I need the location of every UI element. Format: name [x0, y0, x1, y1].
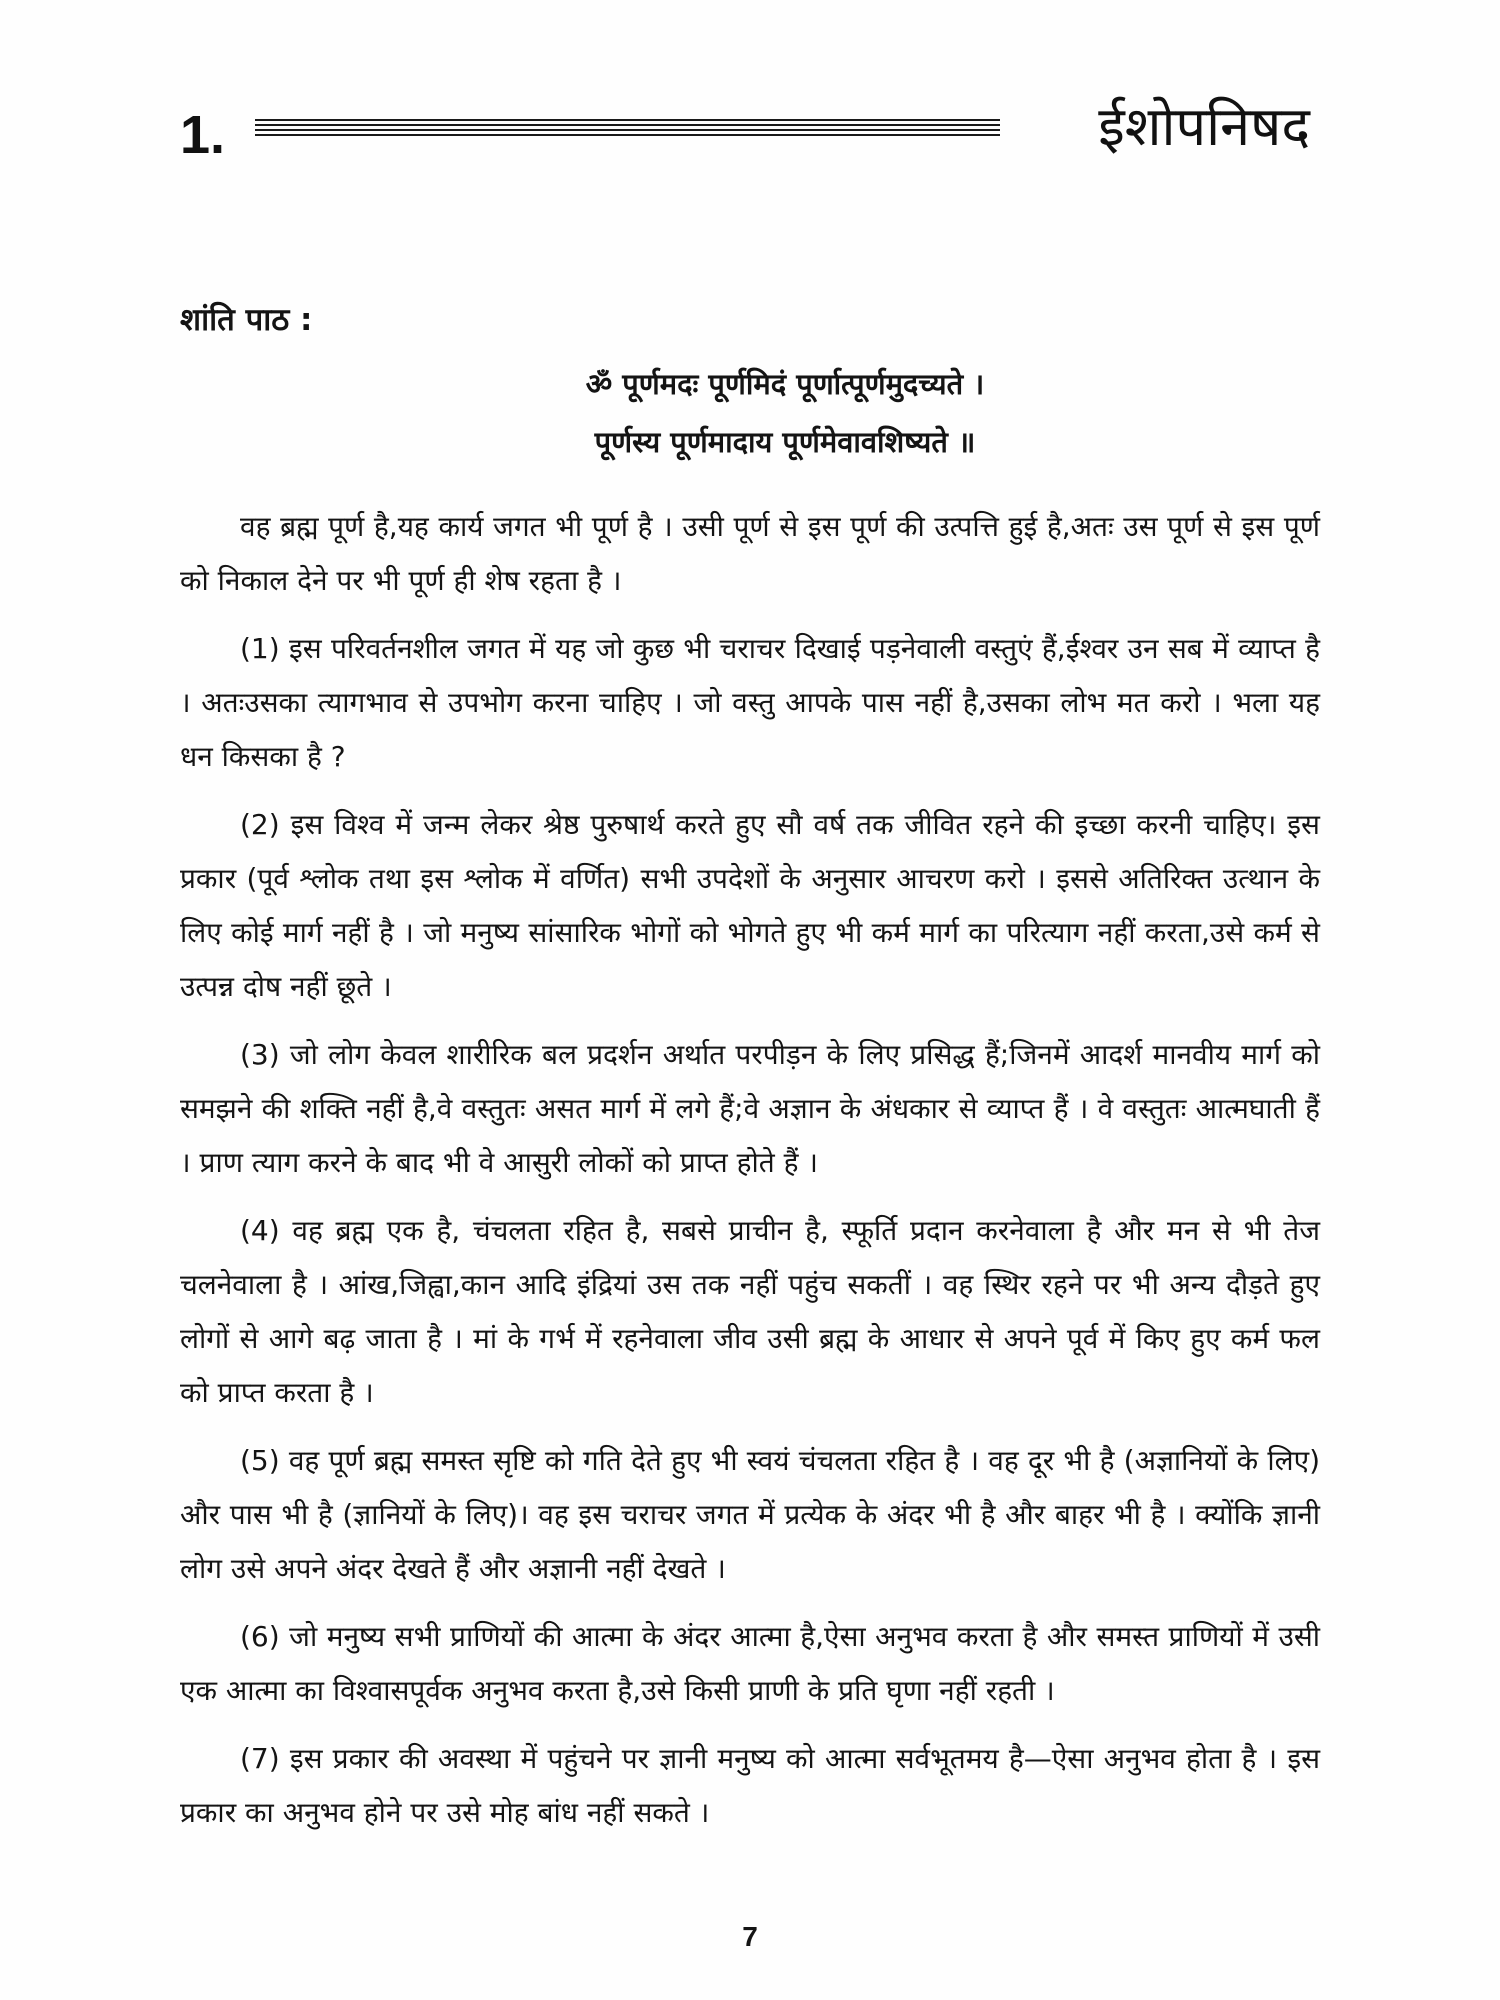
mantra-line-2: पूर्णस्य पूर्णमादाय पूर्णमेवावशिष्यते ॥ [594, 425, 976, 459]
paragraph-verse-1: (1) इस परिवर्तनशील जगत में यह जो कुछ भी चराचर दिखाई पड़नेवाली वस्तुएं हैं,ईश्वर उन सब में व्याप्त है । अतःउसका त्यागभाव से उपभोग करना चाहिए । जो वस्तु आपके पास नहीं है,उसका लोभ मत करो । भला यह धन किसका है ? [180, 632, 1320, 773]
shanti-path-label: शांति पाठ : [180, 302, 313, 338]
paragraph-verse-7: (7) इस प्रकार की अवस्था में पहुंचने पर ज्ञानी मनुष्य को आत्मा सर्वभूतमय है—ऐसा अनुभव होता है । इस प्रकार का अनुभव होने पर उसे मोह बांध नहीं सकते । [180, 1742, 1320, 1829]
paragraph-verse-4: (4) वह ब्रह्म एक है, चंचलता रहित है, सबसे प्राचीन है, स्फूर्ति प्रदान करनेवाला है और मन से भी तेज चलनेवाला है । आंख,जिह्वा,कान आदि इंद्रियां उस तक नहीं पहुंच सकतीं । वह स्थिर रहने पर भी अन्य दौड़ते हुए लोगों से आगे बढ़ जाता है । मां के गर्भ में रहनेवाला जीव उसी ब्रह्म के आधार से अपने पूर्व में किए हुए कर्म फल को प्राप्त करता है । [180, 1214, 1320, 1409]
chapter-number: 1. [180, 105, 226, 165]
chapter-header [180, 95, 1310, 175]
chapter-title: ईशोपनिषद [1098, 95, 1310, 158]
page-number: 7 [742, 1921, 758, 1952]
paragraph-intro: वह ब्रह्म पूर्ण है,यह कार्य जगत भी पूर्ण है । उसी पूर्ण से इस पूर्ण की उत्पत्ति हुई है,अतः उस पूर्ण से इस पूर्ण को निकाल देने पर भी पूर्ण ही शेष रहता है । [180, 510, 1320, 597]
paragraph-verse-3: (3) जो लोग केवल शारीरिक बल प्रदर्शन अर्थात परपीड़न के लिए प्रसिद्ध हैं;जिनमें आदर्श मानवीय मार्ग को समझने की शक्ति नहीं है,वे वस्तुतः असत मार्ग में लगे हैं;वे अज्ञान के अंधकार से व्याप्त हैं । वे वस्तुतः आत्मघाती हैं । प्राण त्याग करने के बाद भी वे आसुरी लोकों को प्राप्त होते हैं । [180, 1038, 1320, 1179]
header-rule [255, 119, 1000, 137]
body-text [180, 500, 1320, 1854]
paragraph-verse-6: (6) जो मनुष्य सभी प्राणियों की आत्मा के अंदर आत्मा है,ऐसा अनुभव करता है और समस्त प्राणियों में उसी एक आत्मा का विश्वासपूर्वक अनुभव करता है,उसे किसी प्राणी के प्रति घृणा नहीं रहती । [180, 1620, 1320, 1707]
paragraph-verse-2: (2) इस विश्व में जन्म लेकर श्रेष्ठ पुरुषार्थ करते हुए सौ वर्ष तक जीवित रहने की इच्छा करनी चाहिए। इस प्रकार (पूर्व श्लोक तथा इस श्लोक में वर्णित) सभी उपदेशों के अनुसार आचरण करो । इससे अतिरिक्त उत्थान के लिए कोई मार्ग नहीं है । जो मनुष्य सांसारिक भोगों को भोगते हुए भी कर्म मार्ग का परित्याग नहीं करता,उसे कर्म से उत्पन्न दोष नहीं छूते । [180, 808, 1320, 1003]
paragraph-verse-5: (5) वह पूर्ण ब्रह्म समस्त सृष्टि को गति देते हुए भी स्वयं चंचलता रहित है । वह दूर भी है (अज्ञानियों के लिए) और पास भी है (ज्ञानियों के लिए)। वह इस चराचर जगत में प्रत्येक के अंदर भी है और बाहर भी है । क्योंकि ज्ञानी लोग उसे अपने अंदर देखते हैं और अज्ञानी नहीं देखते । [180, 1444, 1320, 1585]
mantra-line-1: ॐ पूर्णमदः पूर्णमिदं पूर्णात्पूर्णमुदच्यते । [585, 367, 985, 401]
